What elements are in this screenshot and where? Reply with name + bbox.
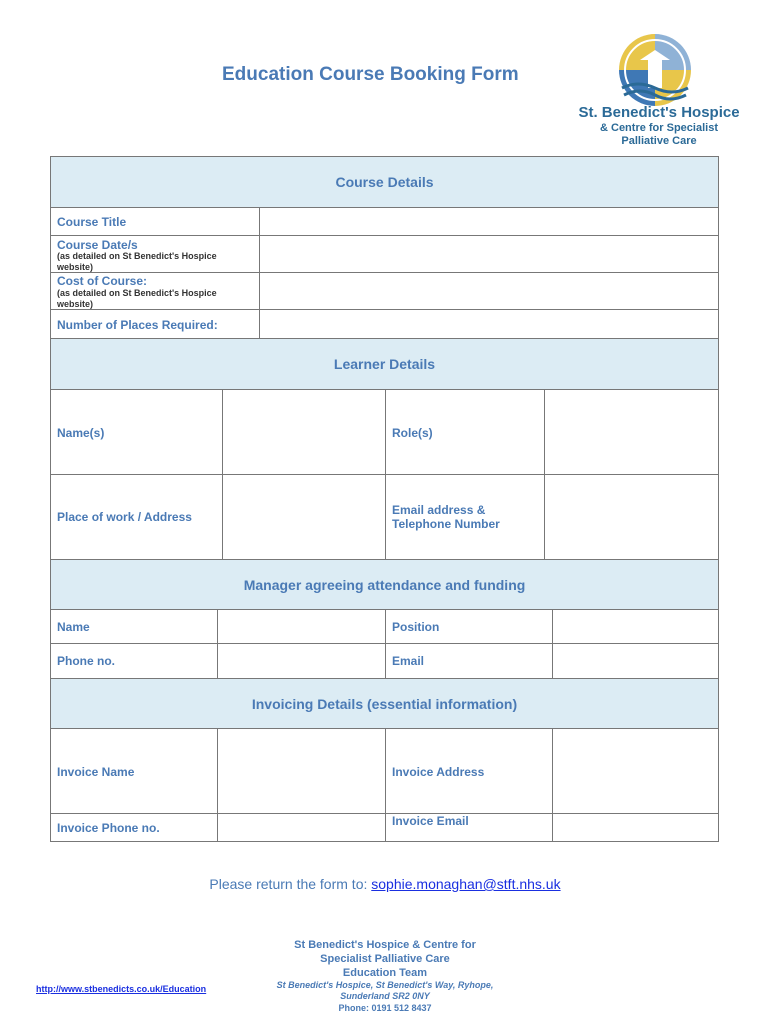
invoice-address-label-cell <box>385 728 553 814</box>
invoice-phone-label: Invoice Phone no. <box>57 821 160 835</box>
course-title-field[interactable] <box>259 207 719 236</box>
places-label: Number of Places Required: <box>57 318 218 332</box>
course-cost-label-cell <box>50 272 260 310</box>
email-phone-label-cell <box>385 474 545 560</box>
places-field[interactable] <box>259 309 719 339</box>
course-cost-label: Cost of Course: <box>57 274 147 288</box>
page-title: Education Course Booking Form <box>222 64 519 85</box>
manager-position-label-cell <box>385 609 553 644</box>
invoice-email-label: Invoice Email <box>392 814 469 828</box>
course-title-label: Course Title <box>57 215 127 229</box>
website-link[interactable]: http://www.stbenedicts.co.uk/Education <box>36 984 207 994</box>
place-of-work-field[interactable] <box>222 474 386 560</box>
manager-phone-field[interactable] <box>217 643 386 679</box>
footer-address-2: Sunderland SR2 0NY <box>340 991 430 1001</box>
invoice-email-field[interactable] <box>552 813 719 842</box>
footer-phone: Phone: 0191 512 8437 <box>338 1003 432 1013</box>
invoice-name-label-cell <box>50 728 218 814</box>
names-label-cell <box>50 389 223 475</box>
footer-contact <box>230 938 540 1014</box>
logo-subtitle <box>566 122 752 148</box>
course-title-label-cell <box>50 207 260 236</box>
manager-position-label: Position <box>392 620 440 634</box>
invoice-phone-label-cell <box>50 813 218 842</box>
course-date-note: (as detailed on St Benedict's Hospice website) <box>57 251 217 272</box>
manager-name-field[interactable] <box>217 609 386 644</box>
invoice-name-label: Invoice Name <box>57 765 135 779</box>
manager-phone-label-cell <box>50 643 218 679</box>
section-manager <box>50 559 719 610</box>
logo-name: St. Benedict's Hospice <box>578 104 740 121</box>
manager-name-label: Name <box>57 620 90 634</box>
section-invoicing <box>50 678 719 729</box>
roles-label: Role(s) <box>392 426 433 440</box>
names-label: Name(s) <box>57 426 105 440</box>
return-email-link[interactable]: sophie.monaghan@stft.nhs.uk <box>371 876 561 892</box>
manager-email-field[interactable] <box>552 643 719 679</box>
invoice-address-label: Invoice Address <box>392 765 485 779</box>
footer-address-1: St Benedict's Hospice, St Benedict's Way, Ryhope, <box>276 980 494 990</box>
email-phone-field[interactable] <box>544 474 719 560</box>
place-label-cell <box>50 474 223 560</box>
footer-line-2: Specialist Palliative Care <box>320 953 450 965</box>
course-cost-field[interactable] <box>259 272 719 310</box>
invoice-phone-field[interactable] <box>217 813 386 842</box>
invoice-address-field[interactable] <box>552 728 719 814</box>
section-course-details <box>50 156 719 208</box>
course-cost-note: (as detailed on St Benedict's Hospice website) <box>57 288 217 309</box>
manager-phone-label: Phone no. <box>57 654 115 668</box>
roles-field[interactable] <box>544 389 719 475</box>
email-phone-label-line-1: Email address & <box>392 503 486 517</box>
logo-subtitle-line-2: Palliative Care <box>621 135 697 147</box>
section-heading: Course Details <box>335 174 434 190</box>
places-label-cell <box>50 309 260 339</box>
invoice-email-label-cell <box>385 813 553 842</box>
section-heading: Invoicing Details (essential information) <box>251 695 518 712</box>
return-text: Please return the form to: <box>209 876 372 892</box>
roles-label-cell <box>385 389 545 475</box>
logo-subtitle-line-1: & Centre for Specialist <box>600 122 718 134</box>
invoice-name-field[interactable] <box>217 728 386 814</box>
email-phone-label-line-2: Telephone Number <box>392 517 500 531</box>
footer-line-1: St Benedict's Hospice & Centre for <box>294 939 476 951</box>
course-date-field[interactable] <box>259 235 719 273</box>
section-learner-details <box>50 338 719 390</box>
manager-email-label: Email <box>392 654 425 668</box>
manager-name-label-cell <box>50 609 218 644</box>
manager-position-field[interactable] <box>552 609 719 644</box>
course-date-label: Course Date/s <box>57 238 138 252</box>
place-of-work-label: Place of work / Address <box>57 510 192 524</box>
section-heading: Manager agreeing attendance and funding <box>243 576 526 593</box>
return-instruction <box>0 876 770 892</box>
course-date-label-cell <box>50 235 260 273</box>
names-field[interactable] <box>222 389 386 475</box>
manager-email-label-cell <box>385 643 553 679</box>
section-heading: Learner Details <box>333 356 436 372</box>
footer-line-3: Education Team <box>342 967 428 979</box>
